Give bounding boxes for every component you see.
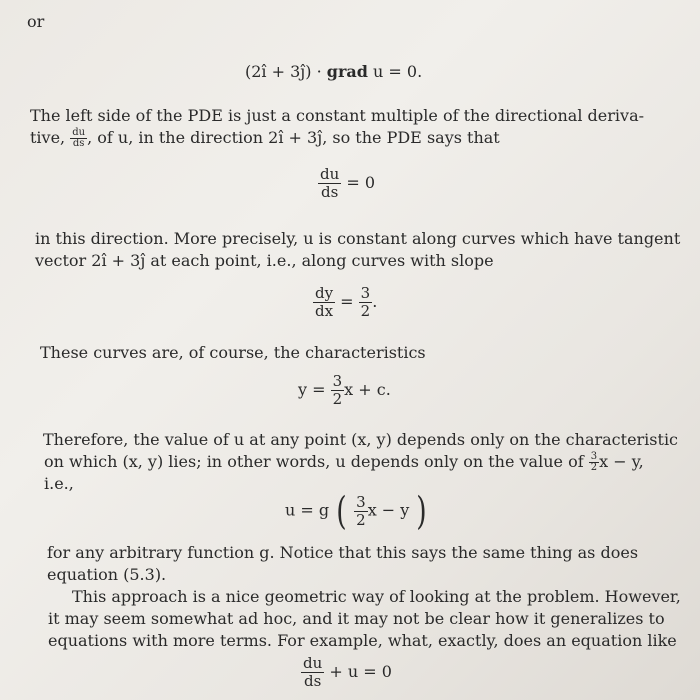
frac-three-halves: [354, 494, 368, 529]
text-line-7: [44, 452, 644, 473]
text-line-9: for any arbitrary function g. Notice that this says the same thing as does: [47, 543, 639, 562]
eq1-rhs: u = 0.: [373, 62, 423, 81]
frac-du-ds: [301, 655, 324, 690]
frac-den: 2: [590, 462, 598, 473]
equation-du-ds-plus-u: [301, 655, 392, 690]
frac-num: dy: [315, 284, 334, 302]
frac-num: 3: [360, 284, 371, 302]
eq5-mid: x − y: [367, 500, 410, 520]
text-line-11: This approach is a nice geometric way of looking at the problem. However,: [72, 587, 681, 606]
l2-end: , of u, in the direction 2ı̂ + 3ȷ̂, so the PDE says that: [87, 128, 500, 147]
frac-three-halves: [331, 373, 345, 408]
eq1-lhs: (2ı̂ + 3ȷ̂) ·: [245, 62, 322, 81]
eq3-equals: =: [340, 292, 354, 311]
frac-den: ds: [301, 672, 324, 690]
frac-du-ds: [318, 166, 341, 201]
equation-slope: [313, 285, 377, 320]
open-paren: (: [336, 489, 347, 533]
frac-three-halves: [359, 285, 373, 320]
frac-den: 2: [360, 302, 371, 320]
text-line-12: it may seem somewhat ad hoc, and it may not be clear how it generalizes to: [48, 609, 665, 628]
text-line-8: i.e.,: [44, 474, 74, 493]
equation-characteristics: [298, 373, 391, 408]
text-line-1: The left side of the PDE is just a constant multiple of the directional deriva-: [30, 106, 645, 125]
equation-grad: [245, 62, 422, 81]
frac-den: 2: [332, 390, 343, 408]
frac-den: ds: [318, 183, 341, 201]
text-line-10: equation (5.3).: [47, 565, 167, 584]
inline-fraction-three-halves: [589, 452, 599, 473]
l2-start: tive,: [30, 128, 66, 147]
frac-den: 2: [356, 510, 366, 529]
equation-du-ds-zero: [318, 166, 375, 201]
eq6-rhs: + u = 0: [329, 662, 392, 681]
frac-den: ds: [70, 138, 87, 149]
frac-num: 3: [590, 451, 598, 462]
frac-den: dx: [313, 302, 335, 320]
eq4-lhs: y =: [298, 380, 326, 399]
eq2-rhs: = 0: [346, 173, 376, 192]
text-line-4: vector 2ı̂ + 3ȷ̂ at each point, i.e., along curves with slope: [35, 251, 494, 270]
text-line-or: or: [27, 12, 45, 31]
frac-num: 3: [332, 372, 343, 390]
close-paren: ): [416, 489, 428, 533]
text-line-3: in this direction. More precisely, u is constant along curves which have tangent: [35, 229, 681, 248]
frac-num: 3: [356, 492, 366, 511]
frac-num: du: [303, 654, 323, 672]
text-line-2: [30, 128, 500, 149]
equation-u-equals-g: [285, 489, 429, 533]
text-line-6: Therefore, the value of u at any point (x, y) depends only on the characteristic: [43, 430, 679, 449]
text-line-13: equations with more terms. For example, what, exactly, does an equation like: [48, 631, 677, 650]
l7-end: x − y,: [599, 452, 644, 471]
eq3-end: .: [372, 292, 378, 311]
l7-start: on which (x, y) lies; in other words, u depends only on the value of: [44, 452, 584, 471]
text-line-5: These curves are, of course, the characteristics: [40, 343, 426, 362]
inline-fraction-du-ds: [70, 128, 87, 149]
frac-num: du: [320, 165, 340, 183]
frac-num: du: [72, 127, 86, 138]
frac-dy-dx: [313, 285, 335, 320]
eq1-grad: grad: [326, 62, 368, 81]
eq5-lhs: u = g: [285, 500, 330, 520]
eq4-rhs: x + c.: [344, 380, 391, 399]
